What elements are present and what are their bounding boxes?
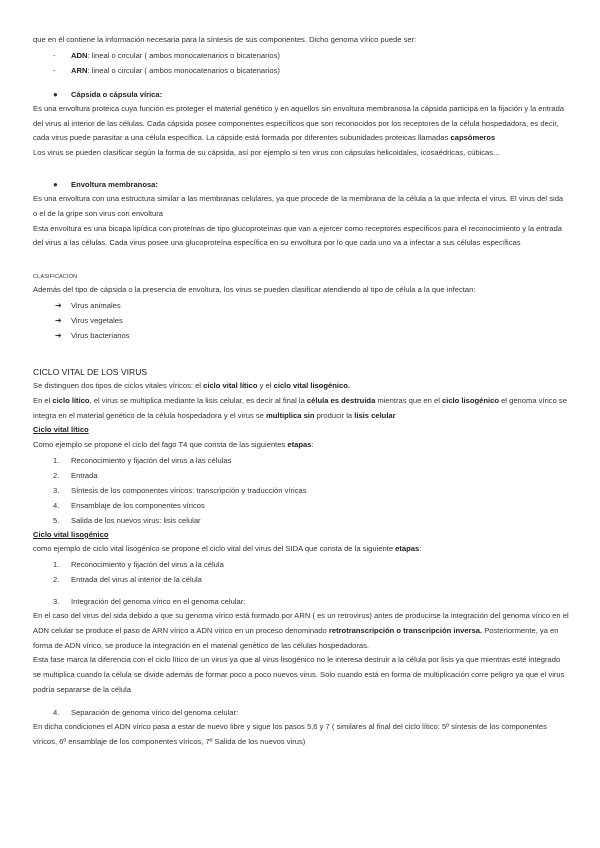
dash-bullet: -	[53, 65, 56, 75]
clasificacion-heading: CLASIFICACIÓN	[33, 274, 78, 281]
virus-animales: Virus animales	[71, 300, 121, 310]
arrow-icon: ➔	[55, 330, 62, 340]
litico-step: Reconocimiento y fijación del virus a las células	[71, 455, 232, 465]
list-item	[33, 705, 569, 720]
capsida-paragraph	[33, 102, 569, 146]
document-body	[33, 33, 569, 749]
lisogenico-step: Entrada del virus al interior de la célula	[71, 574, 202, 584]
litico-step: Salida de los nuevos virus: lisis celular	[71, 515, 201, 525]
litico-step: Síntesis de los componentes víricos: transcripción y traducción víricas	[71, 485, 307, 495]
list-item	[33, 483, 569, 498]
adn-text: : lineal o circular ( ambos monocatenarios o bicatenarios)	[87, 50, 280, 60]
etapas-term: etapas	[287, 439, 312, 449]
ciclo-text: En el	[33, 395, 53, 405]
adn-term: ADN	[71, 50, 88, 60]
list-item	[33, 498, 569, 513]
separacion-paragraph: En dicha condiciones el ADN vírico pasa a estar de nuevo libre y sigue los pasos 5,6 y 7 ( similares al final del ciclo lítico: 5º síntesis de los componentes víricos, 6º ensamblaje de los componentes víricos, 7º Salida de los nuevos virus)	[33, 721, 547, 746]
ciclo-lisogenico-term: ciclo vital lisogénico.	[273, 380, 350, 390]
arn-term: ARN	[71, 65, 88, 75]
list-number: 3.	[53, 596, 60, 606]
lisis-celular-term: lisis celular	[354, 410, 396, 420]
list-item	[33, 298, 569, 313]
list-item	[33, 328, 569, 343]
envoltura-heading	[33, 177, 569, 192]
integracion-text: Posteriormente, ya en forma de ADN vírico, se produce la integración en el material genético de las células hospedadoras.	[33, 625, 559, 650]
capsida-classification: Los virus se pueden clasificar según la forma de su cápsida, así por ejemplo si ten virus con cápsulas helicoidales, icosaédricas, cúbicas...	[33, 148, 500, 158]
intro-line: que en él contiene la información necesaria para la síntesis de sus componentes. Dicho genoma vírico puede ser:	[33, 35, 417, 44]
envoltura-paragraph-2: Esta envoltura es una bicapa lipídica con proteínas de tipo glucoproteínas que van a ejercer como receptores específicos para el reconocimiento y la entrada del virus a las células. Cada virus posee una glucoproteína específica en su envoltura por lo que cada uno va a infectar a sus células específicas	[33, 223, 562, 248]
list-item	[33, 513, 569, 528]
capsida-heading-text: Cápsida o cápsula vírica:	[71, 89, 163, 99]
list-item	[33, 557, 569, 572]
ciclo-description	[33, 394, 569, 424]
capsida-heading	[33, 87, 569, 102]
list-number: 2.	[53, 574, 60, 584]
ciclo-litico-term: ciclo lítico	[52, 395, 90, 405]
litico-step: Entrada	[71, 470, 98, 480]
litico-intro	[33, 438, 569, 453]
list-item	[33, 48, 569, 63]
ciclo-text: el genoma vírico se integra en el material genético de la célula hospedadora y el virus se	[33, 395, 567, 420]
list-item	[33, 313, 569, 328]
list-item	[33, 63, 569, 78]
multiplica-sin-term: multiplica sin	[266, 410, 315, 420]
ciclo-litico-term: ciclo vital lítico	[203, 380, 258, 390]
virus-vegetales: Virus vegetales	[71, 315, 123, 325]
ciclo-litico-title: Ciclo vital lítico	[33, 425, 89, 435]
list-number: 5.	[53, 515, 60, 525]
list-number: 4.	[53, 500, 60, 510]
dot-bullet: ●	[53, 89, 58, 99]
integracion-paragraph	[33, 609, 569, 653]
litico-text: :	[311, 439, 314, 449]
ciclo-lisogenico-title: Ciclo vital lisogénico	[33, 529, 109, 539]
lisogenico-step: Integración del genoma vírico en el genoma celular:	[71, 596, 246, 606]
diferencia-paragraph: Esta fase marca la diferencia con el ciclo lítico de un virus ya que al virus lisogénico no le interesa destruir a la célula por lisis ya que mientras esté integrado se multiplica cuando la célula se divide además de formar poco a poco nuevos virus. Solo cuando está en forma de multiplicación corre peligro ya que el virus podría separarse de la célula	[33, 655, 565, 694]
lisogenico-intro	[33, 542, 569, 557]
ciclo-text: Se distinguen dos tipos de ciclos vitales víricos: el	[33, 380, 204, 390]
list-item	[33, 594, 569, 609]
dot-bullet: ●	[53, 179, 58, 189]
etapas-term: etapas	[395, 544, 420, 554]
integracion-text: En el caso del virus del sida debido a que su genoma vírico está formado por ARN ( es un retrovirus) antes de producirse la integración del genoma vírico en el ADN celular se produce el paso de ARN vírico a ADN vírico en un proceso denominado	[33, 610, 569, 635]
ciclo-intro	[33, 379, 569, 394]
arn-text: : lineal o circular ( ambos monocatenarios o bicatenarios)	[87, 65, 280, 75]
arrow-icon: ➔	[55, 315, 62, 325]
list-number: 1.	[53, 455, 60, 465]
lisogenico-text: como ejemplo de ciclo vital lisogénico se propone el ciclo vital del virus del SIDA que consta de la siguiente	[33, 544, 396, 554]
arrow-icon: ➔	[55, 300, 62, 310]
capsida-text: Es una envoltura proteica cuya función es proteger el material genético y en aquellos sin envoltura membranosa la cápsida participa en la fijación y la entrada del virus al interior de las células. Cada cápsida posee componentes específicos que son reconocidos por los receptores de la célula hospedadora, es decir, cada virus puede parasitar a una célula específica. La cápside está formada por diferentes subunidades proteicas llamadas	[33, 103, 565, 143]
ciclo-text: mientras que en el	[375, 395, 442, 405]
list-number: 2.	[53, 470, 60, 480]
envoltura-paragraph-1: Es una envoltura con una estructura similar a las membranas celulares, ya que procede de la membrana de la célula a la que infecta el virus. El virus del sida o el de la gripe son virus con envoltura	[33, 193, 564, 218]
list-number: 1.	[53, 559, 60, 569]
ciclo-vital-title: CICLO VITAL DE LOS VIRUS	[33, 366, 148, 377]
clasificacion-intro: Además del tipo de cápsida o la presencia de envoltura, los virus se pueden clasificar atendiendo al tipo de célula a la que infectan:	[33, 285, 476, 295]
ciclo-text: y el	[257, 380, 274, 390]
envoltura-heading-text: Envoltura membranosa:	[71, 179, 158, 189]
list-item	[33, 468, 569, 483]
list-item	[33, 453, 569, 468]
lisogenico-step: Reconocimiento y fijación del virus a la célula	[71, 559, 224, 569]
lisogenico-text: :	[419, 544, 422, 554]
litico-text: Como ejemplo se propone el ciclo del fago T4 que consta de las siguientes	[33, 439, 288, 449]
ciclo-text: producir la	[314, 410, 355, 420]
list-item	[33, 572, 569, 587]
capsomeros-term: capsómeros	[450, 133, 496, 143]
ciclo-lisogenico-term: ciclo lisogénico	[442, 395, 499, 405]
list-number: 4.	[53, 707, 60, 717]
celula-destruida-term: célula es destruida	[306, 395, 376, 405]
lisogenico-step: Separación de genoma vírico del genoma celular:	[71, 707, 239, 717]
litico-step: Ensamblaje de los componentes víricos	[71, 500, 205, 510]
list-number: 3.	[53, 485, 60, 495]
ciclo-text: , el virus se multiplica mediante la lisis celular, es decir al final la	[89, 395, 307, 405]
virus-bacterianos: Virus bacterianos	[71, 330, 130, 340]
dash-bullet: -	[53, 50, 56, 60]
retrotranscripcion-term: retrotranscripción o transcripción inversa.	[328, 625, 483, 635]
